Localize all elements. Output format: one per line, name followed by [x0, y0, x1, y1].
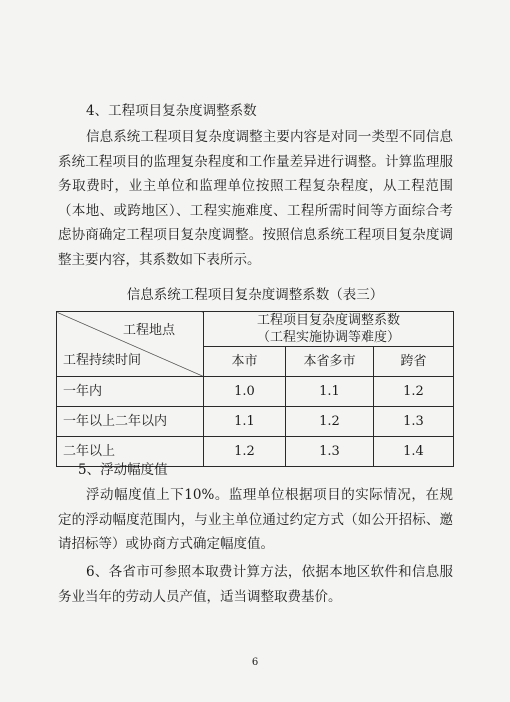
- table-cell: 1.3: [286, 437, 374, 467]
- group-header-cell: [204, 312, 454, 347]
- table-cell: 1.1: [204, 407, 286, 437]
- table-caption: 信息系统工程项目复杂度调整系数（表三）: [126, 287, 384, 303]
- table-cell: 1.2: [204, 437, 286, 467]
- table-cell: 1.0: [204, 377, 286, 407]
- row-label: 二年以上: [57, 437, 204, 467]
- table-cell: 1.2: [286, 407, 374, 437]
- column-header: 本市: [204, 347, 286, 377]
- column-header: 本省多市: [286, 347, 374, 377]
- table-cell: 1.3: [374, 407, 454, 437]
- column-header: 跨省: [374, 347, 454, 377]
- table-corner-cell: [57, 312, 204, 377]
- section-4-heading: 4、工程项目复杂度调整系数: [86, 103, 257, 119]
- group-header-line2: （工程实施协调等难度）: [257, 330, 401, 345]
- table-header-row: [57, 312, 454, 347]
- row-label: 一年内: [57, 377, 204, 407]
- section-6-body: 6、各省市可参照本取费计算方法，依据本地区软件和信息服务业当年的劳动人员产值，适当调整取费基价。: [58, 564, 453, 605]
- group-header-line1: 工程项目复杂度调整系数: [257, 313, 401, 328]
- table-row: [57, 407, 454, 437]
- complexity-coefficient-table: [56, 311, 454, 467]
- table-cell: 1.1: [286, 377, 374, 407]
- row-label: 一年以上二年以内: [57, 407, 204, 437]
- table-row: [57, 377, 454, 407]
- section-4-body: 信息系统工程项目复杂度调整主要内容是对同一类型不同信息系统工程项目的监理复杂程度和工作量差异进行调整。计算监理服务取费时，业主单位和监理单位按照工程复杂程度，从工程范围（本地、或跨地区）、工程实施难度、工程所需时间等方面综合考虑协商确定工程项目复杂度调整。按照信息系统工程项目复杂度调整主要内容，其系数如下表所示。: [58, 129, 453, 268]
- page-number: 6: [251, 657, 259, 668]
- corner-duration-label: 工程持续时间: [63, 353, 142, 368]
- section-5-heading: 5、浮动幅度值: [78, 462, 168, 478]
- section-5-body: 浮动幅度值上下10%。监理单位根据项目的实际情况，在规定的浮动幅度范围内，与业主单位通过约定方式（如公开招标、邀请招标等）或协商方式确定幅度值。: [58, 487, 453, 552]
- table-cell: 1.4: [374, 437, 454, 467]
- table-cell: 1.2: [374, 377, 454, 407]
- corner-location-label: 工程地点: [122, 323, 175, 338]
